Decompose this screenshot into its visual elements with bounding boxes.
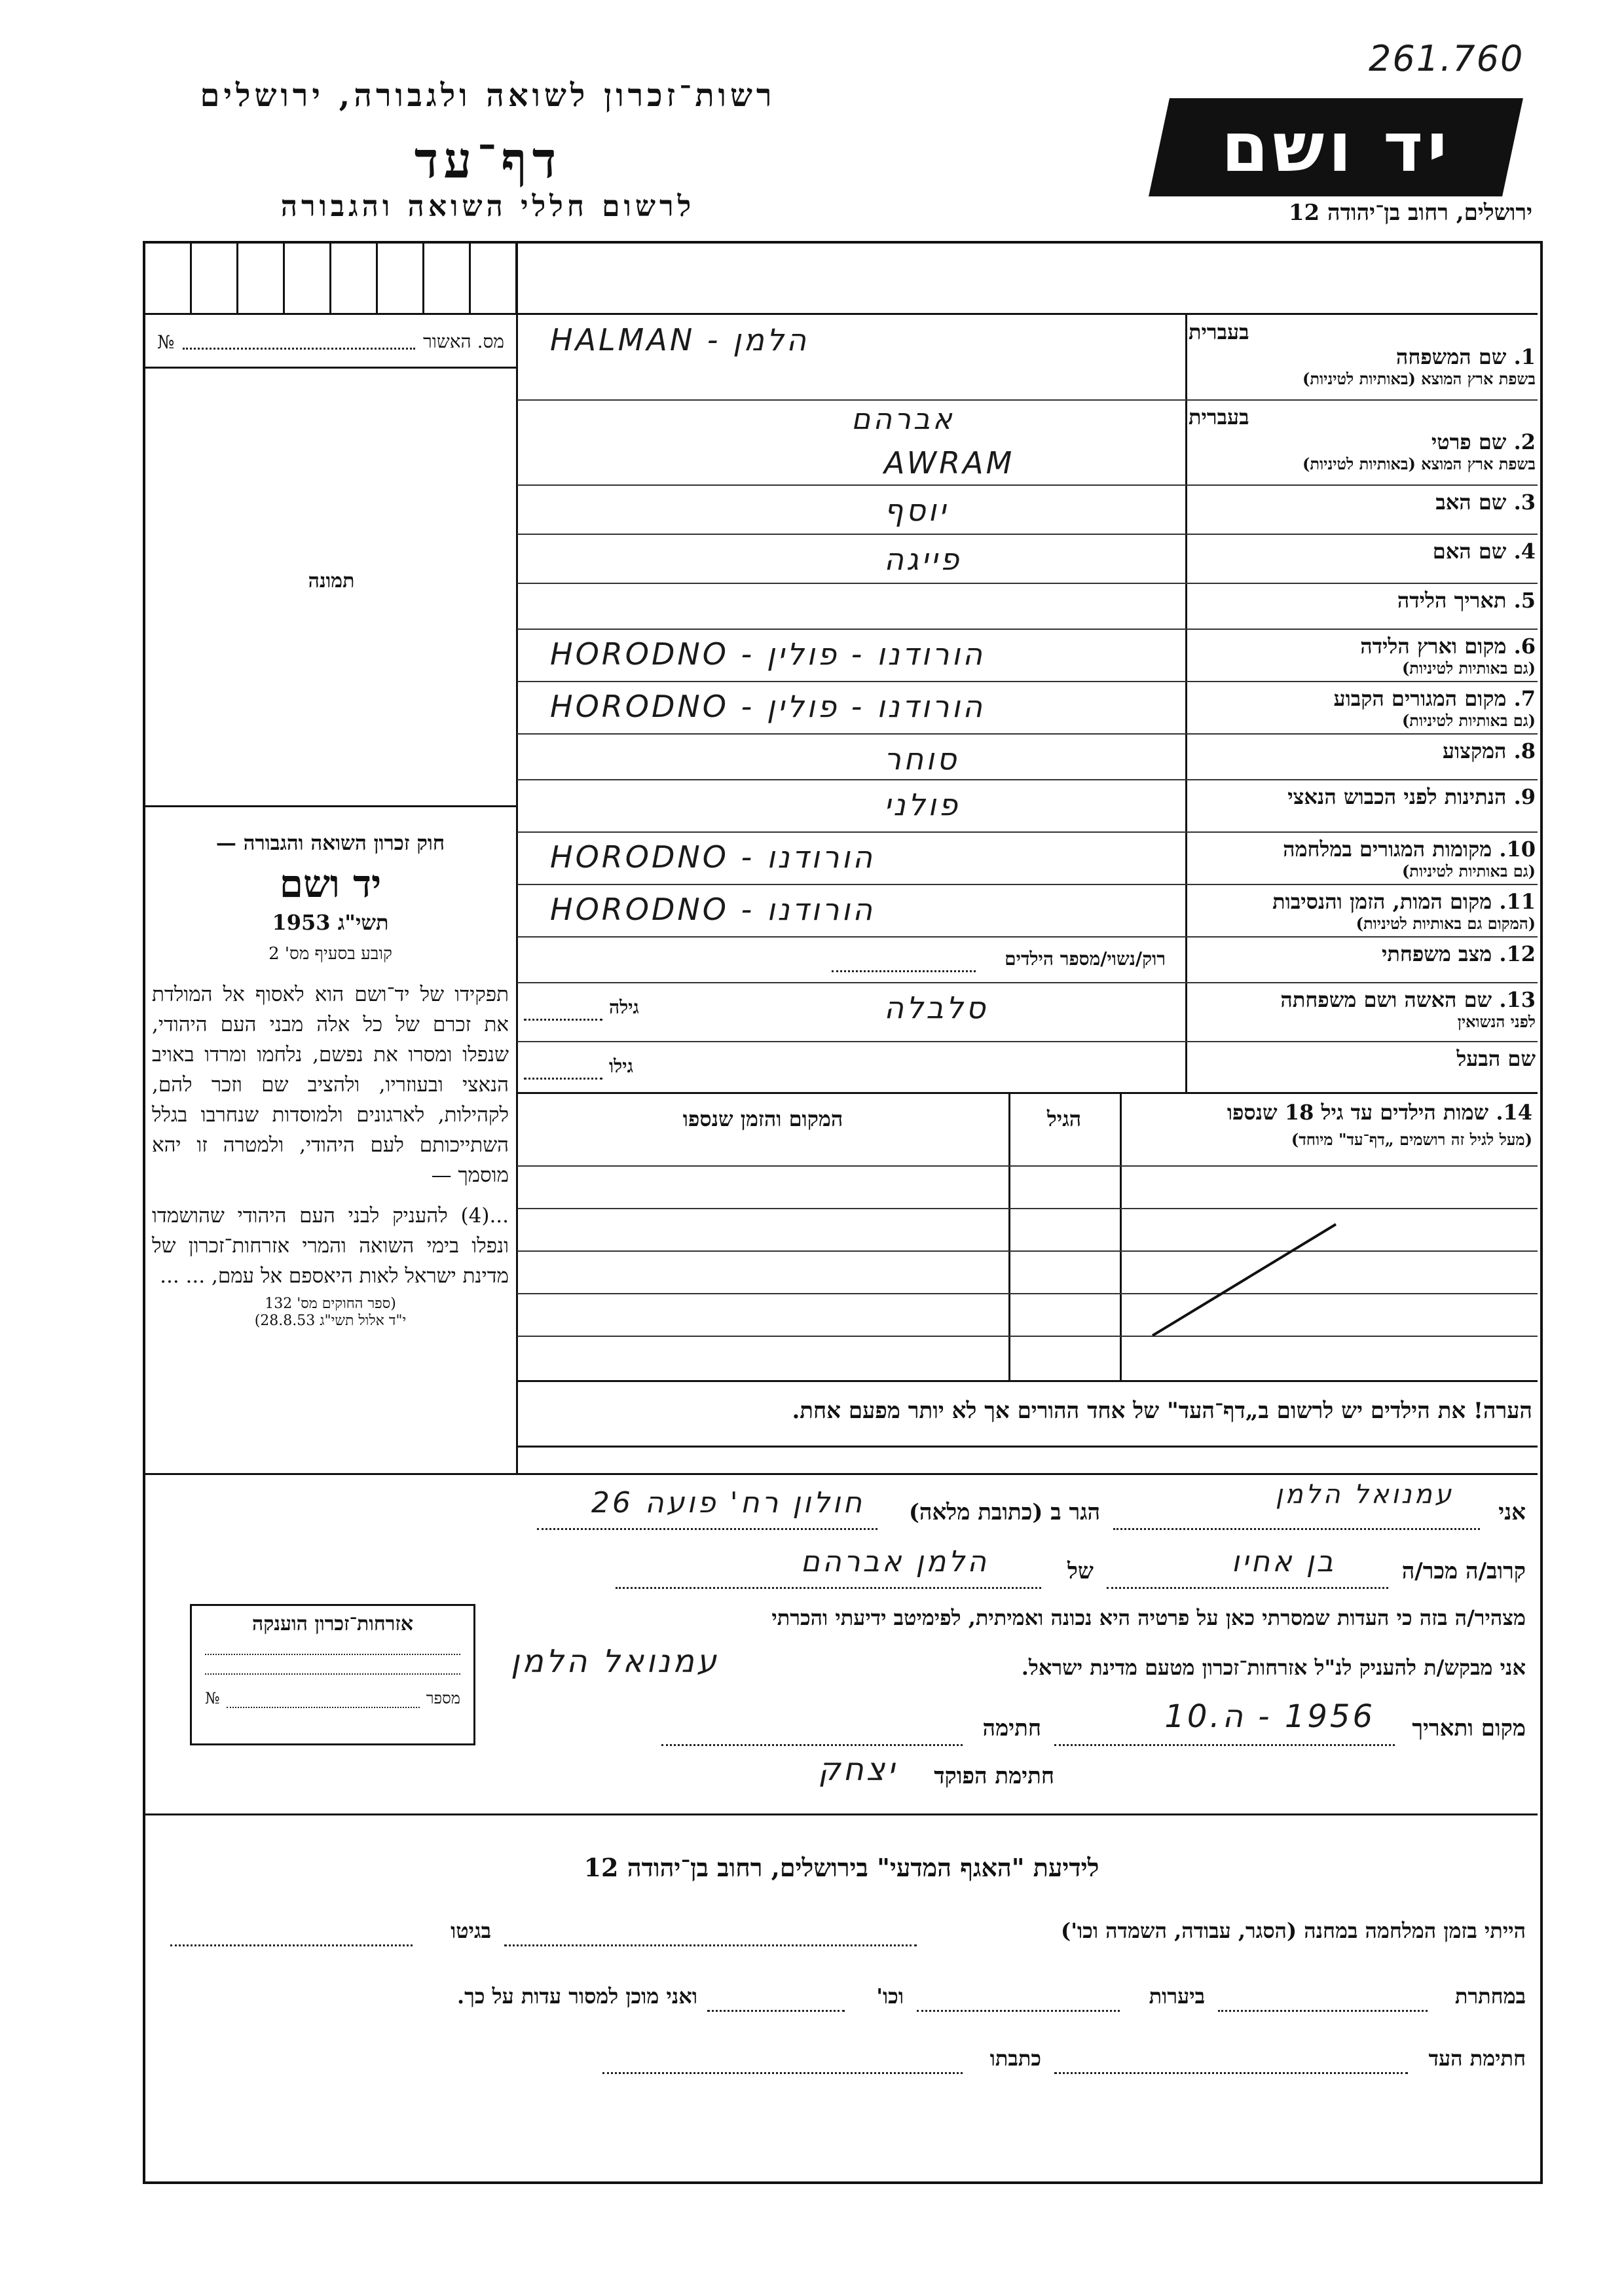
field-row xyxy=(1189,319,1536,389)
field-number: 12. xyxy=(1499,941,1536,966)
field-value: HORODNO - הורודנו - פולין xyxy=(550,689,986,724)
of-label: של xyxy=(1067,1558,1094,1584)
line1a: הייתי בזמן המלחמה במחנה (הסגר, עבודה, השמדה וכו') xyxy=(1061,1918,1526,1943)
field-sublabel: בשפת ארץ המוצא (באותיות לטיניות) xyxy=(1302,454,1536,473)
residing-label: הגר ב (כתובת מלאה) xyxy=(908,1499,1100,1525)
of-name: הלמן אברהם xyxy=(800,1545,989,1578)
logo-text: יד ושם xyxy=(1221,107,1451,187)
approval-label: מס. האשור xyxy=(423,331,504,352)
line3b: כתבתו xyxy=(989,2046,1041,2071)
declare-text: מצהיר/ה בזה כי העדות שמסרתי כאן על פרטיה היא נכונה ואמיתית, לפימיטב ידיעתי והכרתי xyxy=(771,1605,1526,1630)
line2c: וכו' xyxy=(876,1984,904,2009)
form-subtitle: לרשום חללי השואה והגבורה xyxy=(280,190,695,223)
law-title: יד ושם xyxy=(279,862,382,906)
field-number: 7. xyxy=(1513,686,1536,711)
citizenship-number: מספר xyxy=(426,1689,460,1707)
field-value: סלבלה xyxy=(884,990,988,1025)
field-row xyxy=(1189,837,1536,881)
field-label: מקום וארץ הלידה xyxy=(1360,634,1507,659)
field-extra-label: גילה xyxy=(609,996,639,1018)
field-row xyxy=(1189,987,1536,1032)
law-line1: חוק זכרון השואה והגבורה — xyxy=(215,831,445,855)
field-label: הנתינות לפני הכבוש הנאצי xyxy=(1287,784,1507,809)
field-label: מצב משפחתי xyxy=(1382,941,1492,966)
field-label: שם פרטי xyxy=(1431,429,1507,454)
strike-line xyxy=(1146,1218,1342,1349)
org-name: רשות־זכרון לשואה ולגבורה, ירושלים xyxy=(200,77,776,114)
field-value: HORODNO - הורודנו xyxy=(550,892,876,927)
field-extra-label: גילו xyxy=(609,1055,633,1077)
field-value: סוחר xyxy=(884,741,959,776)
field-sublabel: (גם באותיות לטיניות) xyxy=(1401,659,1536,678)
officer-signature: יצחק xyxy=(818,1751,897,1788)
field-label: תאריך הלידה xyxy=(1397,588,1507,613)
photo-label: תמונה xyxy=(308,570,355,592)
field-row xyxy=(1189,405,1536,474)
field-row xyxy=(1189,889,1536,934)
signature-label: חתימה xyxy=(982,1715,1041,1741)
children-header xyxy=(1126,1100,1532,1150)
field-number: 11. xyxy=(1499,889,1536,914)
field-sublabel: (המקום גם באותיות לטיניות) xyxy=(1356,914,1536,933)
field-number: 3. xyxy=(1513,490,1536,515)
field-number: 10. xyxy=(1499,837,1536,862)
address: ירושלים, רחוב בן־יהודה 12 xyxy=(1288,200,1532,226)
declarant-row2 xyxy=(157,1545,1526,1591)
field-label: מקום המגורים הקבוע xyxy=(1333,686,1507,711)
col-place: המקום והזמן שנספו xyxy=(682,1106,843,1131)
field-row xyxy=(1189,784,1536,809)
field-number: 6. xyxy=(1513,634,1536,659)
signature: עמנואל הלמן xyxy=(511,1643,719,1680)
hebrew-label: בעברית xyxy=(1189,319,1249,344)
line2d: ואני מוכן למסור עדות על כך. xyxy=(456,1984,697,2009)
law-year: תשי"ג 1953 xyxy=(272,910,389,935)
law-body: תפקידו של יד־ושם הוא לאסוף אל המולדת את זכרם של כל אלה מבני העם היהודי, שנפלו ומסרו את נפשם, נלחמו ומרדו באויב הנאצי ובעוזריו, ולהציב שם וזכר להם, לקהילות, לארגונים ולמוסדות שנחרבו בגלל השתייכותם לעם היהודי, ולמטרה זו יהא מוסמך — xyxy=(152,983,509,1187)
field-value: HORODNO - הורודנו xyxy=(550,839,876,875)
hebrew-label: בעברית xyxy=(1189,405,1249,429)
field-number: 9. xyxy=(1513,784,1536,809)
citizenship-box xyxy=(190,1604,475,1745)
relative-label: קרוב/ה מכר/ה xyxy=(1401,1558,1526,1584)
officer-label: חתימת הפוקד xyxy=(934,1763,1054,1789)
law-body2: ...(4) להעניק לבני העם היהודי שהושמדו ונפלו בימי השואה והמרי אזרחות־זכרון של מדינת ישראל לאות היאספם אל עמם, ... ... xyxy=(152,1204,509,1288)
field-sublabel: לפני הנשואין xyxy=(1457,1012,1536,1031)
law-source: (ספר החוקים מס' 132 xyxy=(265,1296,396,1312)
field-number: 5. xyxy=(1513,588,1536,613)
col-age: הגיל xyxy=(1046,1106,1082,1131)
bottom-line3 xyxy=(164,2039,1526,2079)
field-number: 1. xyxy=(1513,344,1536,369)
place-date: 1956 - ה.10 xyxy=(1164,1698,1375,1735)
note: הערה! את הילדים יש לרשום ב„דף־העד" של אחד ההורים אך לא יותר מפעם אחת. xyxy=(792,1398,1532,1424)
field-number: 4. xyxy=(1513,539,1536,564)
field-row xyxy=(1189,634,1536,678)
field-value-hebrew: אברהם xyxy=(851,403,955,436)
field-label: מקום המות, הזמן והנסיבות xyxy=(1272,889,1492,914)
field-sublabel: (גם באותיות לטיניות) xyxy=(1401,711,1536,730)
code-boxes xyxy=(145,244,517,314)
citizenship-no: № xyxy=(205,1689,220,1707)
field-label: שם האם xyxy=(1432,539,1507,564)
line3a: חתימת העד xyxy=(1428,2046,1526,2071)
approval-row xyxy=(157,331,504,353)
field-number: 2. xyxy=(1513,429,1536,454)
archive-number: 261.760 xyxy=(1369,38,1524,79)
declarant-name: עמנואל הלמן xyxy=(1275,1480,1454,1510)
field-sublabel: בשפת ארץ המוצא (באותיות לטיניות) xyxy=(1302,369,1536,388)
field-value: רוק/נשוי/מספר הילדים xyxy=(1005,948,1166,970)
field-row xyxy=(1189,490,1536,515)
line2a: במחתרת xyxy=(1454,1984,1526,2009)
field-label: שם האב xyxy=(1435,490,1507,515)
relation: בן אחיו xyxy=(1231,1545,1336,1578)
field-value: HALMAN - הלמן xyxy=(550,322,809,357)
law-clause: קובע בסעיף מס' 2 xyxy=(268,944,392,964)
field-row xyxy=(1189,539,1536,564)
citizenship-title: אזרחות־זכרון הוענקה xyxy=(251,1613,414,1635)
field-sublabel: (גם באותיות לטיניות) xyxy=(1401,862,1536,881)
field-label: שם הבעל xyxy=(1456,1046,1536,1071)
line1b: בגיטו xyxy=(451,1918,491,1943)
field-label: מקומות המגורים במלחמה xyxy=(1283,837,1492,862)
line2b: ביערות xyxy=(1149,1984,1205,2009)
bottom-line1 xyxy=(164,1912,1526,1951)
children-sub: (מעל לגיל זה רושמים „דף־עד" מיוחד) xyxy=(1291,1130,1532,1149)
field-row xyxy=(1189,588,1536,613)
law-date: י"ד אלול תשי"ג 28.8.53) xyxy=(254,1313,407,1329)
declarant-address: חולון רח' פועה 26 xyxy=(591,1486,864,1520)
field-value: פייגה xyxy=(884,541,962,577)
field-value: יוסף xyxy=(884,492,949,528)
bottom-title: לידיעת "האגף המדעי" בירושלים, רחוב בן־יהודה 12 xyxy=(583,1853,1099,1882)
field-number: 8. xyxy=(1513,738,1536,763)
i-label: אני xyxy=(1498,1499,1526,1525)
field-row xyxy=(1189,1046,1536,1071)
field-value: AWRAM xyxy=(884,445,1015,481)
children-num: 14. xyxy=(1496,1100,1532,1125)
field-value: HORODNO - הורודנו - פולין xyxy=(550,636,986,672)
children-label: שמות הילדים עד גיל 18 שנספו xyxy=(1227,1100,1489,1125)
field-row xyxy=(1189,738,1536,763)
field-row xyxy=(1189,686,1536,731)
field-row xyxy=(1189,941,1536,966)
officer-row xyxy=(511,1751,1526,1797)
field-value: פולני xyxy=(884,787,961,822)
field-label: שם האשה ושם משפחתה xyxy=(1280,987,1492,1012)
field-number: 13. xyxy=(1499,987,1536,1012)
bottom-line2 xyxy=(164,1977,1526,2016)
form-title: דף־עד xyxy=(414,131,562,189)
field-label: שם המשפחה xyxy=(1395,344,1507,369)
law-block xyxy=(152,831,509,1329)
approval-no: № xyxy=(157,331,175,353)
field-label: המקצוע xyxy=(1442,738,1507,763)
place-date-label: מקום ותאריך xyxy=(1412,1715,1526,1741)
request-text: אני מבקש/ת להעניק לנ"ל אזרחות־זכרון מטעם מדינת ישראל. xyxy=(1021,1655,1526,1680)
declarant-row1 xyxy=(157,1480,1526,1532)
declarant-row3 xyxy=(511,1698,1526,1748)
yad-vashem-logo xyxy=(1149,98,1523,196)
